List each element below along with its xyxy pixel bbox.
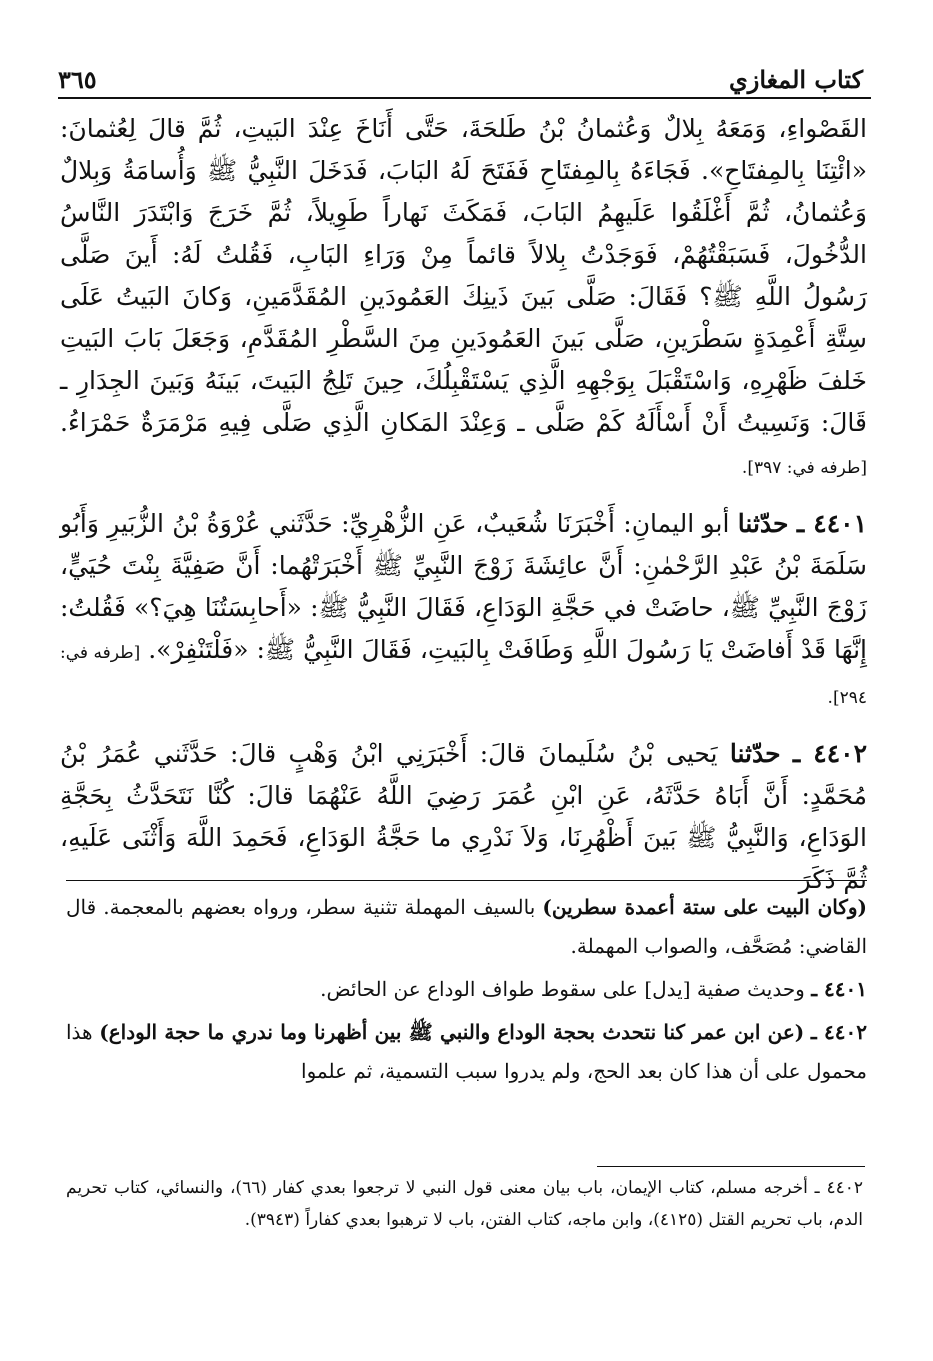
commentary-1-text: بالسيف المهملة تثنية سطر، ورواه بعضهم بالمعجمة. قال القاضي: مُصَحَّف، والصواب المهملة. — [66, 895, 867, 958]
commentary-1 — [66, 888, 867, 966]
page-number: ٣٦٥ — [58, 65, 97, 94]
commentary-3-quote: (عن ابن عمر كنا نتحدث بحجة الوداع والنبي ﷺ بين أظهرنا وما ندري ما حجة الوداع) — [99, 1020, 805, 1044]
running-title: كتاب المغازي — [728, 65, 863, 94]
hadith-4401 — [60, 503, 867, 719]
cross-reference: [طرفه في: ٢٩٤]. — [60, 643, 867, 708]
commentary-2-text: وحديث صفية [يدل] على سقوط طواف الوداع عن الحائض. — [320, 977, 805, 1001]
hadith-number: ٤٤٠٢ ـ — [792, 739, 867, 768]
footnote-text: ٤٤٠٢ ـ أخرجه مسلم، كتاب الإيمان، باب بيان معنى قول النبي لا ترجعوا بعدي كفار (٦٦)، والنسائي، كتاب تحريم الدم، باب تحريم القتل (٤١٢٥)، وابن ماجه، كتاب الفتن، باب لا ترهبوا بعدي كفاراً (٣٩٤٣). — [66, 1178, 863, 1230]
hadith-text — [60, 108, 867, 915]
paragraph-1 — [60, 108, 867, 489]
commentary-1-quote: (وكان البيت على ستة أعمدة سطرين) — [542, 895, 868, 919]
commentary-3-text: هذا محمول على أن هذا كان بعد الحج، ولم يدروا سبب التسمية، ثم علموا — [66, 1020, 867, 1083]
hadith-lead: حدّثنا — [729, 739, 781, 768]
hadith-4402-text: يَحيى بْنُ سُلَيمانَ قالَ: أَخْبَرَنِي ابْنُ وَهْبٍ قالَ: حَدَّثَني عُمَرُ بْنُ مُحَمَّدٍ: أَنَّ أَبَاهُ حَدَّثَهُ، عَنِ ابْنِ عُمَرَ رَضِيَ اللَّهُ عَنْهُمَا قالَ: كُنَّا نَتَحَدَّثُ بِحَجَّةِ الوَدَاعِ، وَالنَّبِيُّ ﷺ بَينَ أَظْهُرِنَا، وَلاَ نَدْرِي ما حَجَّةُ الوَدَاعِ، فَحَمِدَ اللَّهَ وَأَثْنَى عَلَيهِ، ثُمَّ ذَكَرَ — [60, 739, 867, 894]
footnote — [66, 1172, 863, 1236]
paragraph-1-text: القَصْواءِ، وَمَعَهُ بِلالٌ وَعُثمانُ بْنُ طَلحَةَ، حَتَّى أَنَاخَ عِنْدَ البَيتِ، ثُمَّ قالَ لِعُثمانَ: «ائْتِنَا بِالمِفتَاحِ». فَجَاءَهُ بِالمِفتَاحِ فَفَتَحَ لَهُ البَابَ، فَدَخَلَ النَّبِيُّ ﷺ وَأُسامَةُ وَبِلالٌ وَعُثمانُ، ثُمَّ أَغْلَقُوا عَلَيهِمُ البَابَ، فَمَكَثَ نَهاراً طَوِيلاً، ثُمَّ خَرَجَ وَابْتَدَرَ النَّاسُ الدُّخُولَ، فَسَبَقْتُهُمْ، فَوَجَدْتُ بِلالاً قائماً مِنْ وَرَاءِ البَابِ، فَقُلتُ لَهُ: أَينَ صَلَّى رَسُولُ اللَّهِ ﷺ؟ فَقَالَ: صَلَّى بَينَ ذَينِكَ العَمُودَينِ المُقَدَّمَينِ، وَكانَ البَيتُ عَلَى سِتَّةِ أَعْمِدَةٍ سَطْرَينِ، صَلَّى بَينَ العَمُودَينِ مِنَ السَّطْرِ المُقَدَّمِ، وَجَعَلَ بَابَ البَيتِ خَلفَ ظَهْرِهِ، وَاسْتَقْبَلَ بِوَجْهِهِ الَّذِي يَسْتَقْبِلُكَ، حِينَ تَلِجُ البَيتَ، بَينَهُ وَبَينَ الجِدَارِ ـ قَالَ: وَنَسِيتُ أَنْ أَسْأَلَهُ كَمْ صَلَّى ـ وَعِنْدَ المَكانِ الَّذِي صَلَّى فِيهِ مَرْمَرَةٌ حَمْرَاءُ. — [60, 114, 867, 437]
hadith-number: ٤٤٠١ ـ — [796, 509, 867, 538]
commentary-2-number: ٤٤٠١ ـ — [811, 977, 867, 1001]
commentary — [66, 888, 867, 1095]
commentary-3-number: ٤٤٠٢ ـ — [810, 1020, 867, 1044]
commentary-3 — [66, 1013, 867, 1091]
page-header — [58, 48, 863, 94]
hadith-4401-text: أبو اليمانِ: أَخْبَرَنَا شُعَيبٌ، عَنِ الزُّهْرِيِّ: حَدَّثَني عُرْوَةُ بْنُ الزُّبَيرِ وَأَبُو سَلَمَةَ بْنُ عَبْدِ الرَّحْمٰنِ: أَنَّ عائِشَةَ زَوْجَ النَّبِيِّ ﷺ أَخْبَرَتْهُما: أَنَّ صَفِيَّةَ بِنْتَ حُيَيٍّ، زَوْجَ النَّبِيِّ ﷺ، حاضَتْ في حَجَّةِ الوَدَاعِ، فَقَالَ النَّبِيُّ ﷺ: «أَحابِسَتُنَا هِيَ؟» فَقُلتُ: إِنَّهَا قَدْ أَفاضَتْ يَا رَسُولَ اللَّهِ وَطَافَتْ بِالبَيتِ، فَقَالَ النَّبِيُّ ﷺ: «فَلْتَنْفِرْ». — [60, 509, 868, 664]
footnote-rule — [597, 1166, 865, 1167]
header-rule — [58, 97, 871, 99]
commentary-2 — [66, 970, 867, 1009]
hadith-lead: حدّثنا — [737, 509, 789, 538]
section-divider — [66, 880, 867, 881]
hadith-4402 — [60, 733, 867, 901]
cross-reference: [طرفه في: ٣٩٧]. — [741, 458, 867, 478]
